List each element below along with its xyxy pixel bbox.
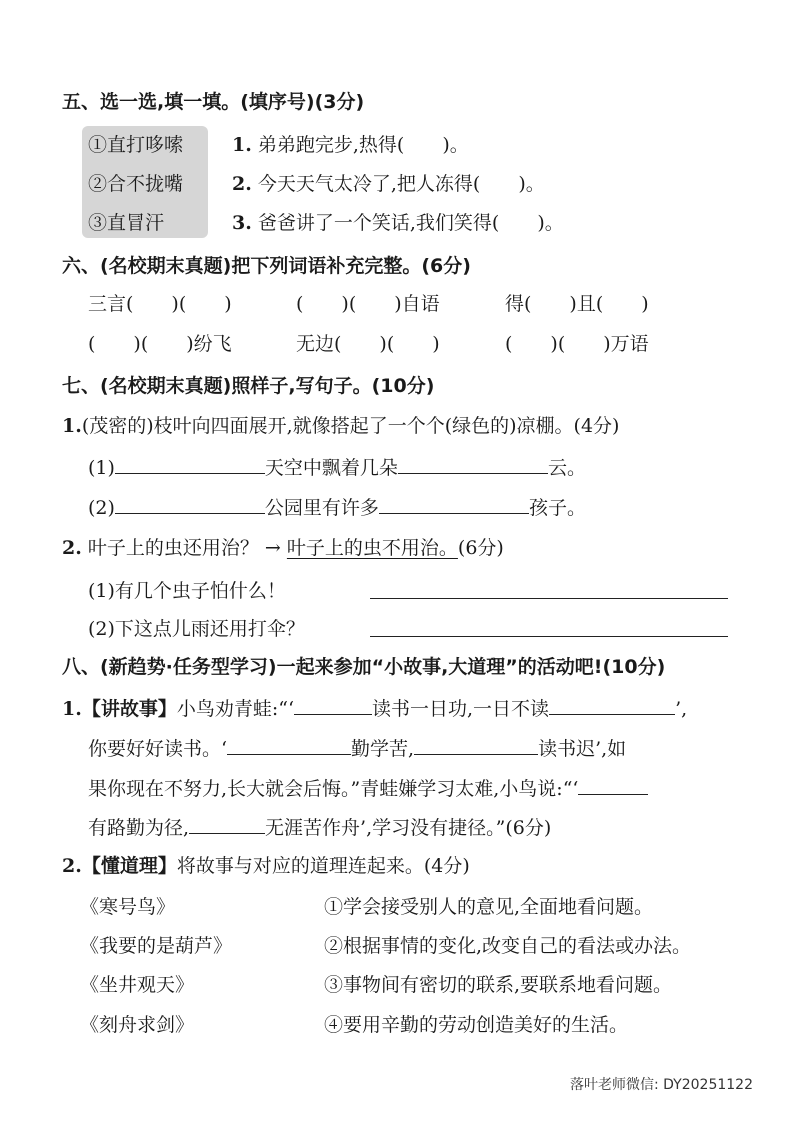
moral-2[interactable]: ②根据事情的变化,改变自己的看法或办法。 bbox=[324, 935, 692, 957]
answer-line[interactable] bbox=[370, 636, 728, 637]
answer-blank[interactable] bbox=[227, 736, 351, 755]
question-number: 1. bbox=[62, 698, 82, 720]
question-text: 叶子上的虫还用治？ → bbox=[87, 537, 281, 559]
answer-blank[interactable] bbox=[379, 495, 529, 514]
story-4[interactable]: 《刻舟求剑》 bbox=[80, 1014, 195, 1036]
moral-3[interactable]: ③事物间有密切的联系,要联系地看问题。 bbox=[324, 974, 673, 996]
question-text: 读书一日功,一日不读 bbox=[372, 698, 550, 720]
option-1: ①直打哆嗦 bbox=[88, 134, 184, 156]
section-5-title: 五、选一选,填一填。(填序号)(3分) bbox=[62, 91, 365, 113]
idiom-2: ( )( )自语 bbox=[296, 293, 440, 315]
question-text: 无涯苦作舟’,学习没有捷径。”(6分) bbox=[265, 817, 552, 839]
question-number: 2. bbox=[62, 537, 82, 559]
item-label: (1) bbox=[88, 457, 115, 479]
footer-watermark: 落叶老师微信: DY20251122 bbox=[570, 1077, 753, 1093]
s8-question-1-line-3 bbox=[88, 776, 648, 801]
question-tag: 【讲故事】 bbox=[81, 698, 177, 720]
section-8-title: 八、(新趋势·任务型学习)一起来参加“小故事,大道理”的活动吧!(10分) bbox=[62, 656, 666, 678]
s7-question-2 bbox=[62, 536, 504, 560]
item-label: (2) bbox=[88, 497, 115, 519]
question-text: 小鸟劝青蛙:“‘ bbox=[176, 698, 295, 720]
section-6-title: 六、(名校期末真题)把下列词语补充完整。(6分) bbox=[62, 255, 471, 277]
question-text: 果你现在不努力,长大就会后悔。”青蛙嫌学习太难,小鸟说:“‘ bbox=[88, 778, 579, 800]
s7-q1-item-1 bbox=[88, 455, 586, 480]
question-score: (6分) bbox=[457, 537, 504, 559]
answer-line[interactable] bbox=[370, 598, 728, 599]
answer-blank[interactable] bbox=[115, 495, 265, 514]
answer-blank[interactable] bbox=[414, 736, 538, 755]
s5-question-3 bbox=[232, 211, 564, 235]
s8-question-2 bbox=[62, 854, 470, 878]
answer-blank[interactable] bbox=[549, 696, 675, 715]
story-1[interactable]: 《寒号鸟》 bbox=[80, 896, 176, 918]
s7-q1-item-2 bbox=[88, 495, 586, 520]
question-text: 将故事与对应的道理连起来。(4分) bbox=[176, 855, 470, 877]
idiom-6: ( )( )万语 bbox=[505, 333, 649, 355]
option-3: ③直冒汗 bbox=[88, 212, 165, 234]
s7-q2-item-2: (2)下这点儿雨还用打伞？ bbox=[88, 618, 305, 640]
s8-question-1-line-1 bbox=[62, 696, 687, 721]
moral-4[interactable]: ④要用辛勤的劳动创造美好的生活。 bbox=[324, 1014, 629, 1036]
question-number: 2. bbox=[232, 173, 252, 195]
s8-question-1-line-4 bbox=[88, 815, 551, 840]
question-text: ’, bbox=[675, 698, 688, 720]
question-text: 今天天气太冷了,把人冻得( )。 bbox=[257, 173, 545, 195]
idiom-5: 无边( )( ) bbox=[296, 333, 440, 355]
question-text: 你要好好读书。‘ bbox=[88, 738, 228, 760]
option-2: ②合不拢嘴 bbox=[88, 173, 184, 195]
story-3[interactable]: 《坐井观天》 bbox=[80, 974, 195, 996]
answer-blank[interactable] bbox=[189, 815, 265, 834]
question-text: 读书迟’,如 bbox=[538, 738, 627, 760]
question-text: (茂密的)枝叶向四面展开,就像搭起了一个个(绿色的)凉棚。(4分) bbox=[81, 415, 620, 437]
item-text: 天空中飘着几朵 bbox=[264, 457, 398, 479]
question-text: 有路勤为径, bbox=[88, 817, 190, 839]
question-text: 勤学苦, bbox=[351, 738, 415, 760]
s8-question-1-line-2 bbox=[88, 736, 626, 761]
question-tag: 【懂道理】 bbox=[81, 855, 177, 877]
question-text: 爸爸讲了一个笑话,我们笑得( )。 bbox=[257, 212, 564, 234]
item-text-end: 孩子。 bbox=[528, 497, 586, 519]
idiom-1: 三言( )( ) bbox=[88, 293, 232, 315]
answer-blank[interactable] bbox=[115, 455, 265, 474]
answer-blank[interactable] bbox=[294, 696, 372, 715]
section-7-title: 七、(名校期末真题)照样子,写句子。(10分) bbox=[62, 375, 435, 397]
item-text: 公园里有许多 bbox=[264, 497, 379, 519]
s5-question-1 bbox=[232, 133, 469, 157]
item-text-end: 云。 bbox=[547, 457, 586, 479]
example-sentence: 叶子上的虫不用治。 bbox=[286, 537, 458, 559]
moral-1[interactable]: ①学会接受别人的意见,全面地看问题。 bbox=[324, 896, 654, 918]
question-number: 1. bbox=[232, 134, 252, 156]
answer-blank[interactable] bbox=[578, 776, 648, 795]
s7-q2-item-1: (1)有几个虫子怕什么！ bbox=[88, 580, 286, 602]
idiom-3: 得( )且( ) bbox=[505, 293, 649, 315]
s7-question-1 bbox=[62, 414, 619, 438]
idiom-4: ( )( )纷飞 bbox=[88, 333, 232, 355]
question-number: 2. bbox=[62, 855, 82, 877]
story-2[interactable]: 《我要的是葫芦》 bbox=[80, 935, 233, 957]
answer-blank[interactable] bbox=[398, 455, 548, 474]
question-number: 1. bbox=[62, 415, 82, 437]
question-number: 3. bbox=[232, 212, 252, 234]
question-text: 弟弟跑完步,热得( )。 bbox=[257, 134, 469, 156]
s5-question-2 bbox=[232, 172, 545, 196]
